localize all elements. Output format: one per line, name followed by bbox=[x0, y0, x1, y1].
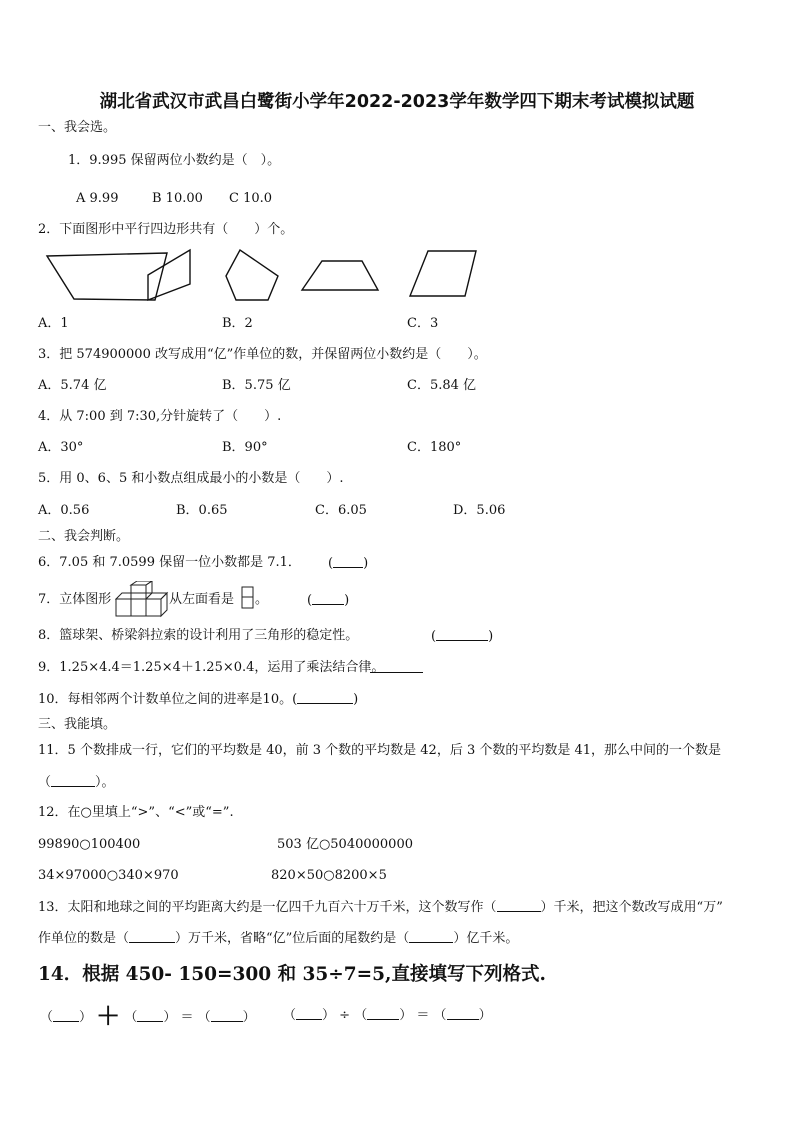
q4-option-a: A．30° bbox=[38, 440, 84, 455]
q8-answer-blank[interactable]: ( ) bbox=[431, 629, 494, 644]
q12-compare-4[interactable]: 820×50○8200×5 bbox=[271, 868, 387, 883]
q14-add-blank-3[interactable] bbox=[211, 1008, 243, 1022]
q6-answer-blank[interactable]: ( ) bbox=[328, 556, 369, 571]
q14-div-blank-1[interactable] bbox=[296, 1006, 322, 1020]
quadrilateral-figures bbox=[40, 248, 480, 304]
q1-option-b: B 10.00 bbox=[152, 191, 203, 206]
question-7-middle: 从左面看是 bbox=[169, 592, 235, 607]
q14-div-blank-2[interactable] bbox=[367, 1006, 399, 1020]
q5-option-b: B．0.65 bbox=[176, 503, 228, 518]
figure-pentagon bbox=[226, 250, 278, 300]
q4-option-c: C．180° bbox=[407, 440, 462, 455]
section-choice-heading: 一、我会选。 bbox=[38, 120, 117, 135]
q7-answer-blank[interactable]: ( ) bbox=[307, 593, 350, 608]
question-6-text: 6．7.05 和 7.0599 保留一位小数都是 7.1． bbox=[38, 555, 301, 570]
plus-sign: ＋ bbox=[96, 1001, 121, 1030]
question-7-suffix: 。 bbox=[255, 592, 269, 607]
q12-compare-3[interactable]: 34×97000○340×970 bbox=[38, 868, 179, 883]
q11-answer-blank[interactable] bbox=[51, 773, 95, 787]
question-14-text: 14．根据 450- 150=300 和 35÷7=5,直接填写下列格式. bbox=[38, 964, 546, 985]
q1-option-a: A 9.99 bbox=[76, 191, 119, 206]
q3-option-b: B．5.75 亿 bbox=[222, 378, 291, 393]
q2-option-c: C．3 bbox=[407, 316, 439, 331]
q13-blank-3[interactable] bbox=[409, 929, 453, 943]
q10-answer-blank[interactable] bbox=[297, 690, 353, 704]
question-1-text: 1．9.995 保留两位小数约是（ ）。 bbox=[68, 153, 281, 168]
q2-option-a: A．1 bbox=[38, 316, 69, 331]
q9-answer-blank[interactable] bbox=[370, 659, 423, 678]
question-2-text: 2．下面图形中平行四边形共有（ ）个。 bbox=[38, 222, 294, 237]
question-8-text: 8．篮球架、桥梁斜拉索的设计利用了三角形的稳定性。 bbox=[38, 628, 359, 643]
q12-compare-2[interactable]: 503 亿○5040000000 bbox=[277, 837, 413, 852]
question-7-prefix: 7．立体图形 bbox=[38, 592, 112, 607]
q3-option-a: A．5.74 亿 bbox=[38, 378, 107, 393]
q14-add-blank-2[interactable] bbox=[137, 1008, 163, 1022]
left-view-figure bbox=[241, 586, 255, 610]
question-12-text: 12．在○里填上“>”、“<”或“=”. bbox=[38, 805, 234, 820]
q14-add-blank-1[interactable] bbox=[53, 1008, 79, 1022]
question-3-text: 3．把 574900000 改写成用“亿”作单位的数，并保留两位小数约是（ ）。 bbox=[38, 347, 487, 362]
question-11-line-2: （ ）。 bbox=[38, 775, 115, 790]
q1-option-c: C 10.0 bbox=[229, 191, 273, 206]
question-10-text: 10．每相邻两个计数单位之间的进率是10。( ) bbox=[38, 692, 359, 707]
q2-option-b: B．2 bbox=[222, 316, 253, 331]
q12-compare-1[interactable]: 99890○100400 bbox=[38, 837, 141, 852]
q14-division-row: （ ） ÷ （ ） ＝ （ ） bbox=[283, 1008, 492, 1023]
question-9-text: 9．1.25×4.4＝1.25×4＋1.25×0.4，运用了乘法结合律。 bbox=[38, 660, 385, 675]
section-fill-heading: 三、我能填。 bbox=[38, 717, 117, 732]
figure-trapezoid bbox=[302, 261, 378, 290]
solid-cube-figure bbox=[115, 581, 169, 618]
q4-option-b: B．90° bbox=[222, 440, 268, 455]
q14-div-blank-3[interactable] bbox=[447, 1006, 479, 1020]
q5-option-a: A．0.56 bbox=[38, 503, 90, 518]
section-judge-heading: 二、我会判断。 bbox=[38, 529, 130, 544]
figure-parallelogram bbox=[410, 251, 476, 296]
question-4-text: 4．从 7:00 到 7:30,分针旋转了（ ）. bbox=[38, 409, 282, 424]
question-5-text: 5．用 0、6、5 和小数点组成最小的小数是（ ）. bbox=[38, 471, 344, 486]
q3-option-c: C．5.84 亿 bbox=[407, 378, 477, 393]
q5-option-c: C．6.05 bbox=[315, 503, 367, 518]
q5-option-d: D．5.06 bbox=[453, 503, 506, 518]
question-11-line-1: 11．5 个数排成一行，它们的平均数是 40，前 3 个数的平均数是 42，后 3 个数的平均数是 41，那么中间的一个数是 bbox=[38, 743, 722, 758]
question-13-line-2: 作单位的数是（ ）万千米，省略“亿”位后面的尾数约是（ ）亿千米。 bbox=[38, 931, 519, 946]
q13-blank-1[interactable] bbox=[497, 898, 541, 912]
page-title: 湖北省武汉市武昌白鹭街小学年2022-2023学年数学四下期末考试模拟试题 bbox=[99, 92, 695, 112]
figure-trapezoid-irregular bbox=[47, 253, 167, 300]
question-13-line-1: 13．太阳和地球之间的平均距离大约是一亿四千九百六十万千米，这个数写作（ ）千米，把这个数改写成用“万” bbox=[38, 900, 723, 915]
q13-blank-2[interactable] bbox=[129, 929, 175, 943]
figure-parallelogram-tilted bbox=[148, 250, 190, 300]
q14-addition-row: （ ） ＋ （ ） ＝ （ ） bbox=[40, 1001, 256, 1030]
